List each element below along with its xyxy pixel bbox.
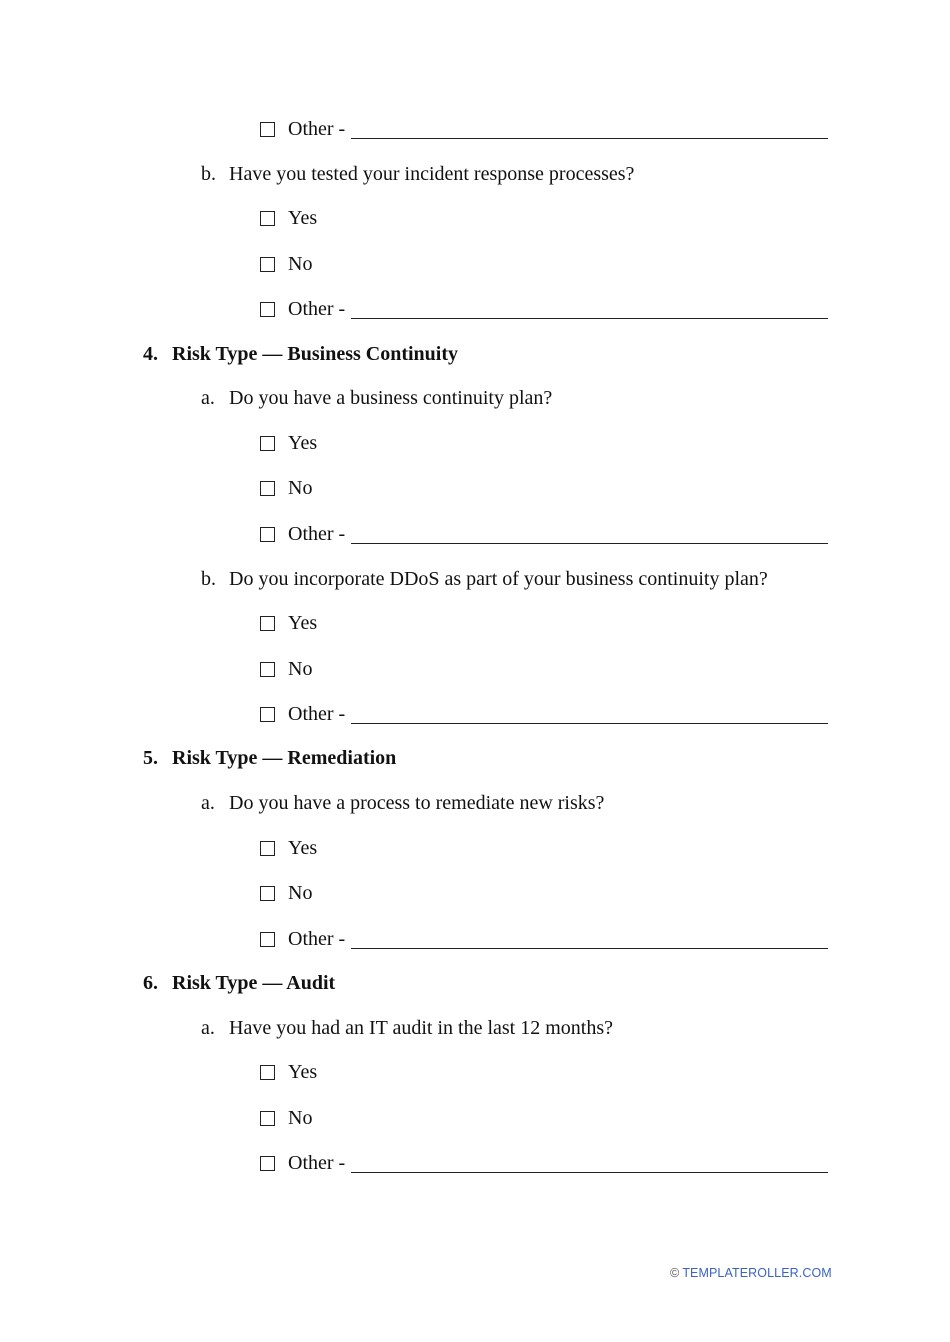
- other-blank-line[interactable]: [351, 138, 828, 139]
- checkbox[interactable]: [260, 257, 275, 272]
- checkbox[interactable]: [260, 662, 275, 677]
- option-label: No: [288, 658, 313, 680]
- checkbox[interactable]: [260, 1111, 275, 1126]
- checkbox[interactable]: [260, 841, 275, 856]
- checkbox[interactable]: [260, 436, 275, 451]
- option-other: [260, 117, 345, 141]
- footer-link[interactable]: [670, 1266, 832, 1280]
- question: b. Have you tested your incident response processes?: [201, 163, 635, 185]
- copyright-symbol: ©: [670, 1266, 680, 1280]
- other-blank-line[interactable]: [351, 318, 828, 319]
- option-no: [260, 252, 312, 276]
- option-label: Yes: [288, 837, 318, 859]
- option-label: Other -: [288, 298, 346, 320]
- option-yes: [260, 206, 317, 230]
- option-label: Other -: [288, 928, 346, 950]
- option-no: [260, 881, 312, 905]
- option-label: No: [288, 1107, 313, 1129]
- option-no: [260, 476, 312, 500]
- option-label: Yes: [288, 612, 318, 634]
- question: a. Have you had an IT audit in the last 12 months?: [201, 1017, 613, 1039]
- checkbox[interactable]: [260, 1065, 275, 1080]
- footer-site[interactable]: TEMPLATEROLLER.COM: [682, 1266, 832, 1280]
- option-label: Yes: [288, 1061, 318, 1083]
- question: b. Do you incorporate DDoS as part of your business continuity plan?: [201, 568, 768, 590]
- section-heading: 6. Risk Type — Audit: [143, 972, 336, 994]
- checkbox[interactable]: [260, 481, 275, 496]
- option-label: Yes: [288, 207, 318, 229]
- option-yes: [260, 836, 317, 860]
- option-yes: [260, 431, 317, 455]
- section-heading: 5. Risk Type — Remediation: [143, 747, 397, 769]
- option-label: Other -: [288, 118, 346, 140]
- option-yes: [260, 611, 317, 635]
- option-other: [260, 702, 345, 726]
- checkbox[interactable]: [260, 932, 275, 947]
- checkbox[interactable]: [260, 302, 275, 317]
- question: a. Do you have a business continuity plan?: [201, 387, 553, 409]
- other-blank-line[interactable]: [351, 1172, 828, 1173]
- section-heading: 4. Risk Type — Business Continuity: [143, 343, 459, 365]
- checkbox[interactable]: [260, 211, 275, 226]
- option-other: [260, 297, 345, 321]
- option-yes: [260, 1060, 317, 1084]
- option-other: [260, 1151, 345, 1175]
- question: a. Do you have a process to remediate new risks?: [201, 792, 605, 814]
- checkbox[interactable]: [260, 886, 275, 901]
- option-label: Other -: [288, 1152, 346, 1174]
- option-label: Other -: [288, 523, 346, 545]
- option-label: No: [288, 882, 313, 904]
- option-no: [260, 1106, 312, 1130]
- option-other: [260, 927, 345, 951]
- checkbox[interactable]: [260, 122, 275, 137]
- other-blank-line[interactable]: [351, 948, 828, 949]
- checkbox[interactable]: [260, 527, 275, 542]
- option-label: Yes: [288, 432, 318, 454]
- option-label: No: [288, 253, 313, 275]
- option-label: No: [288, 477, 313, 499]
- option-no: [260, 657, 312, 681]
- checkbox[interactable]: [260, 707, 275, 722]
- option-other: [260, 522, 345, 546]
- checkbox[interactable]: [260, 616, 275, 631]
- checkbox[interactable]: [260, 1156, 275, 1171]
- option-label: Other -: [288, 703, 346, 725]
- other-blank-line[interactable]: [351, 723, 828, 724]
- other-blank-line[interactable]: [351, 543, 828, 544]
